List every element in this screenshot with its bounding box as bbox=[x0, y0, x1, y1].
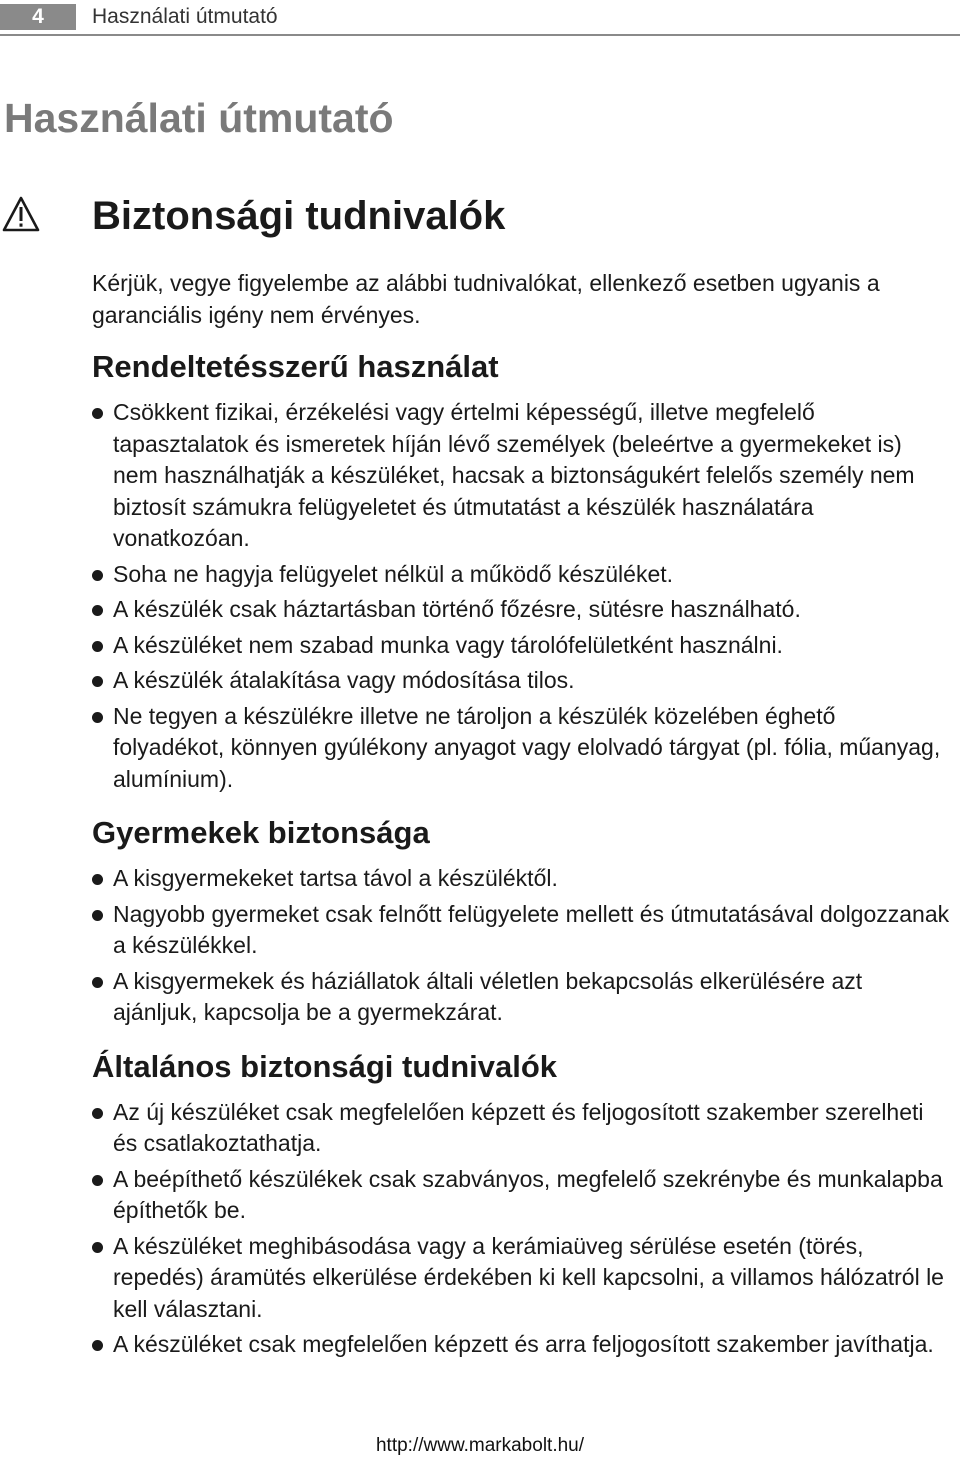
list-item: Ne tegyen a készülékre illetve ne tároljon a készülék közelében éghető folyadékot, könnyen gyúlékony anyagot vagy elolvadó tárgyat (pl. fólia, műanyag, alumínium). bbox=[92, 701, 952, 796]
section-heading: Általános biztonsági tudnivalók bbox=[92, 1048, 558, 1084]
warning-triangle-icon bbox=[2, 196, 40, 232]
bullet-icon bbox=[92, 1242, 103, 1253]
section-intended-use bbox=[92, 345, 952, 795]
footer-url: http://www.markabolt.hu/ bbox=[375, 1435, 585, 1456]
bullet-icon bbox=[92, 605, 103, 616]
bullet-icon bbox=[92, 1340, 103, 1351]
list-item: A kisgyermekeket tartsa távol a készüléktől. bbox=[92, 863, 952, 895]
bullet-icon bbox=[92, 712, 103, 723]
bullet-icon bbox=[92, 874, 103, 885]
list-item: A készülék átalakítása vagy módosítása tilos. bbox=[92, 665, 952, 697]
list-item: Csökkent fizikai, érzékelési vagy értelmi képességű, illetve megfelelő tapasztalatok és ismeretek híján lévő személyek (beleértve a gyermekeket is) nem használhatják a készüléket, hacsak a biztonságukért felelős személy nem biztosít számukra felügyeletet és útmutatást a készülék használatára vonatkozóan. bbox=[92, 397, 952, 555]
list-item: A készüléket meghibásodása vagy a kerámiaüveg sérülése esetén (törés, repedés) áramütés elkerülése érdekében ki kell kapcsolni, a villamos hálózatról le kell választani. bbox=[92, 1231, 952, 1326]
intro-paragraph: Kérjük, vegye figyelembe az alábbi tudnivalókat, ellenkező esetben ugyanis a garanciális igény nem érvényes. bbox=[92, 270, 880, 328]
page-title: Használati útmutató bbox=[4, 95, 394, 141]
list-item: A készülék csak háztartásban történő főzésre, sütésre használható. bbox=[92, 594, 952, 626]
list-item: A készüléket csak megfelelően képzett és arra feljogosított szakember javíthatja. bbox=[92, 1329, 952, 1361]
bullet-list bbox=[92, 397, 952, 795]
bullet-icon bbox=[92, 910, 103, 921]
section-heading: Rendeltetésszerű használat bbox=[92, 349, 499, 384]
safety-title: Biztonsági tudnivalók bbox=[92, 194, 506, 238]
section-general-safety bbox=[92, 1045, 952, 1361]
bullet-icon bbox=[92, 676, 103, 687]
bullet-list bbox=[92, 1097, 952, 1361]
bullet-icon bbox=[92, 408, 103, 419]
section-heading: Gyermekek biztonsága bbox=[92, 815, 430, 850]
list-item: A készüléket nem szabad munka vagy tárolófelületként használni. bbox=[92, 630, 952, 662]
bullet-list bbox=[92, 863, 952, 1029]
content bbox=[92, 268, 952, 1377]
bullet-icon bbox=[92, 1108, 103, 1119]
bullet-icon bbox=[92, 641, 103, 652]
bullet-icon bbox=[92, 570, 103, 581]
list-item: A beépíthető készülékek csak szabványos, megfelelő szekrénybe és munkalapba építhetők be. bbox=[92, 1164, 952, 1227]
page-number: 4 bbox=[0, 4, 76, 30]
section-child-safety bbox=[92, 811, 952, 1029]
list-item: Soha ne hagyja felügyelet nélkül a működő készüléket. bbox=[92, 559, 952, 591]
page-header bbox=[0, 0, 960, 36]
running-title: Használati útmutató bbox=[92, 5, 278, 28]
list-item: A kisgyermekek és háziállatok általi véletlen bekapcsolás elkerülésére azt ajánljuk, kapcsolja be a gyermekzárat. bbox=[92, 966, 952, 1029]
bullet-icon bbox=[92, 1175, 103, 1186]
list-item: Az új készüléket csak megfelelően képzett és feljogosított szakember szerelheti és csatlakoztathatja. bbox=[92, 1097, 952, 1160]
list-item: Nagyobb gyermeket csak felnőtt felügyelete mellett és útmutatásával dolgozzanak a készülékkel. bbox=[92, 899, 952, 962]
bullet-icon bbox=[92, 977, 103, 988]
